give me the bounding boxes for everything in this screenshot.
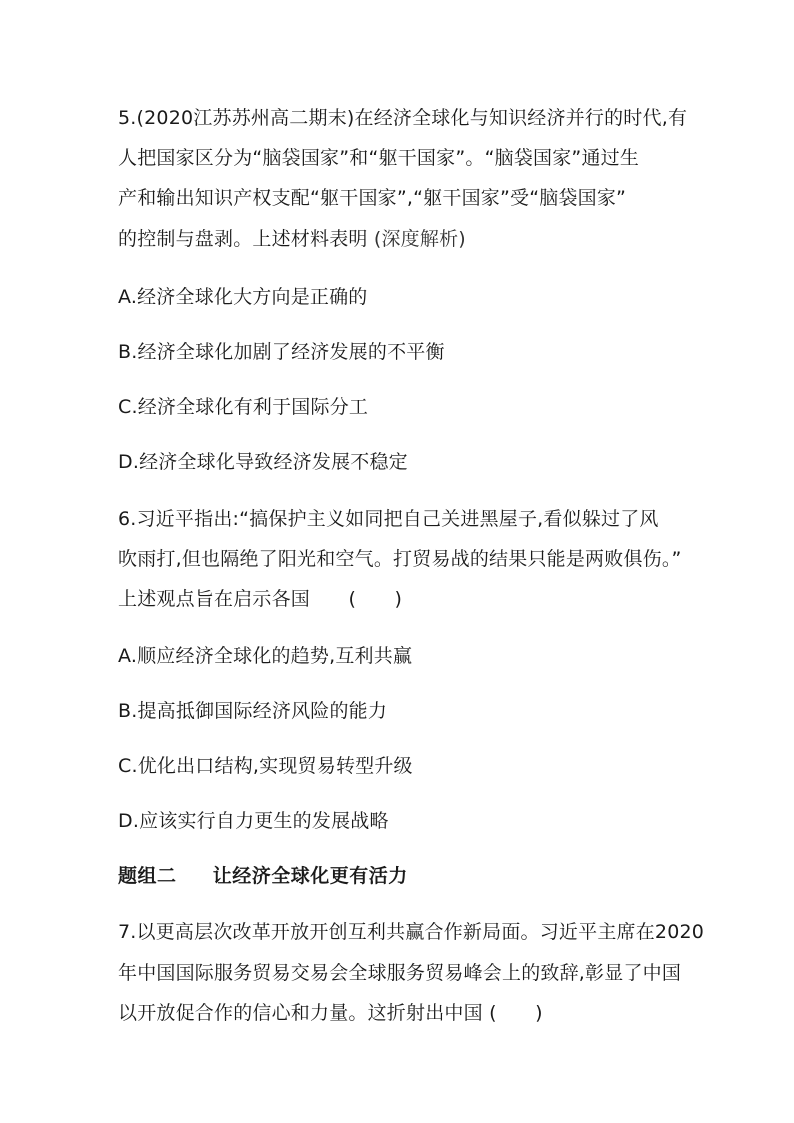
q6-option-d: D.应该实行自力更生的发展战略 (118, 810, 389, 832)
q5-line-1: 5.(2020江苏苏州高二期末)在经济全球化与知识经济并行的时代,有 (118, 107, 688, 129)
q5-hint: (深度解析) (373, 228, 466, 250)
section-title: 让经济全球化更有活力 (212, 865, 408, 887)
q6-option-c: C.优化出口结构,实现贸易转型升级 (118, 755, 413, 777)
q6-line-1: 6.习近平指出:“搞保护主义如同把自己关进黑屋子,看似躲过了风 (118, 508, 659, 530)
q7-answer-blank: ( ) (489, 1002, 543, 1024)
q7-line-2: 年中国国际服务贸易交易会全球服务贸易峰会上的致辞,彰显了中国 (118, 962, 682, 984)
q6-line-2: 吹雨打,但也隔绝了阳光和空气。打贸易战的结果只能是两败俱伤。” (118, 548, 682, 570)
q5-option-a: A.经济全球化大方向是正确的 (118, 286, 368, 308)
q5-line-2: 人把国家区分为“脑袋国家”和“躯干国家”。“脑袋国家”通过生 (118, 147, 640, 169)
q6-line-3 (118, 587, 402, 611)
q5-option-b: B.经济全球化加剧了经济发展的不平衡 (118, 341, 445, 363)
q5-option-d: D.经济全球化导致经济发展不稳定 (118, 451, 408, 473)
q7-line-3 (118, 1001, 543, 1025)
q5-line-4 (118, 227, 466, 251)
section-heading (118, 864, 408, 888)
q7-stem-end: 以开放促合作的信心和力量。这折射出中国 (118, 1002, 483, 1024)
q5-line-3: 产和输出知识产权支配“躯干国家”,“躯干国家”受“脑袋国家” (118, 187, 627, 209)
q6-option-a: A.顺应经济全球化的趋势,互利共赢 (118, 645, 413, 667)
q5-stem-end: 的控制与盘剥。上述材料表明 (118, 228, 368, 250)
q6-answer-blank: ( ) (348, 588, 403, 610)
section-label: 题组二 (118, 865, 177, 887)
q5-option-c: C.经济全球化有利于国际分工 (118, 396, 369, 418)
q6-stem-end: 上述观点旨在启示各国 (118, 588, 311, 610)
q7-line-1: 7.以更高层次改革开放开创互利共赢合作新局面。习近平主席在2020 (118, 921, 705, 943)
q6-option-b: B.提高抵御国际经济风险的能力 (118, 700, 388, 722)
